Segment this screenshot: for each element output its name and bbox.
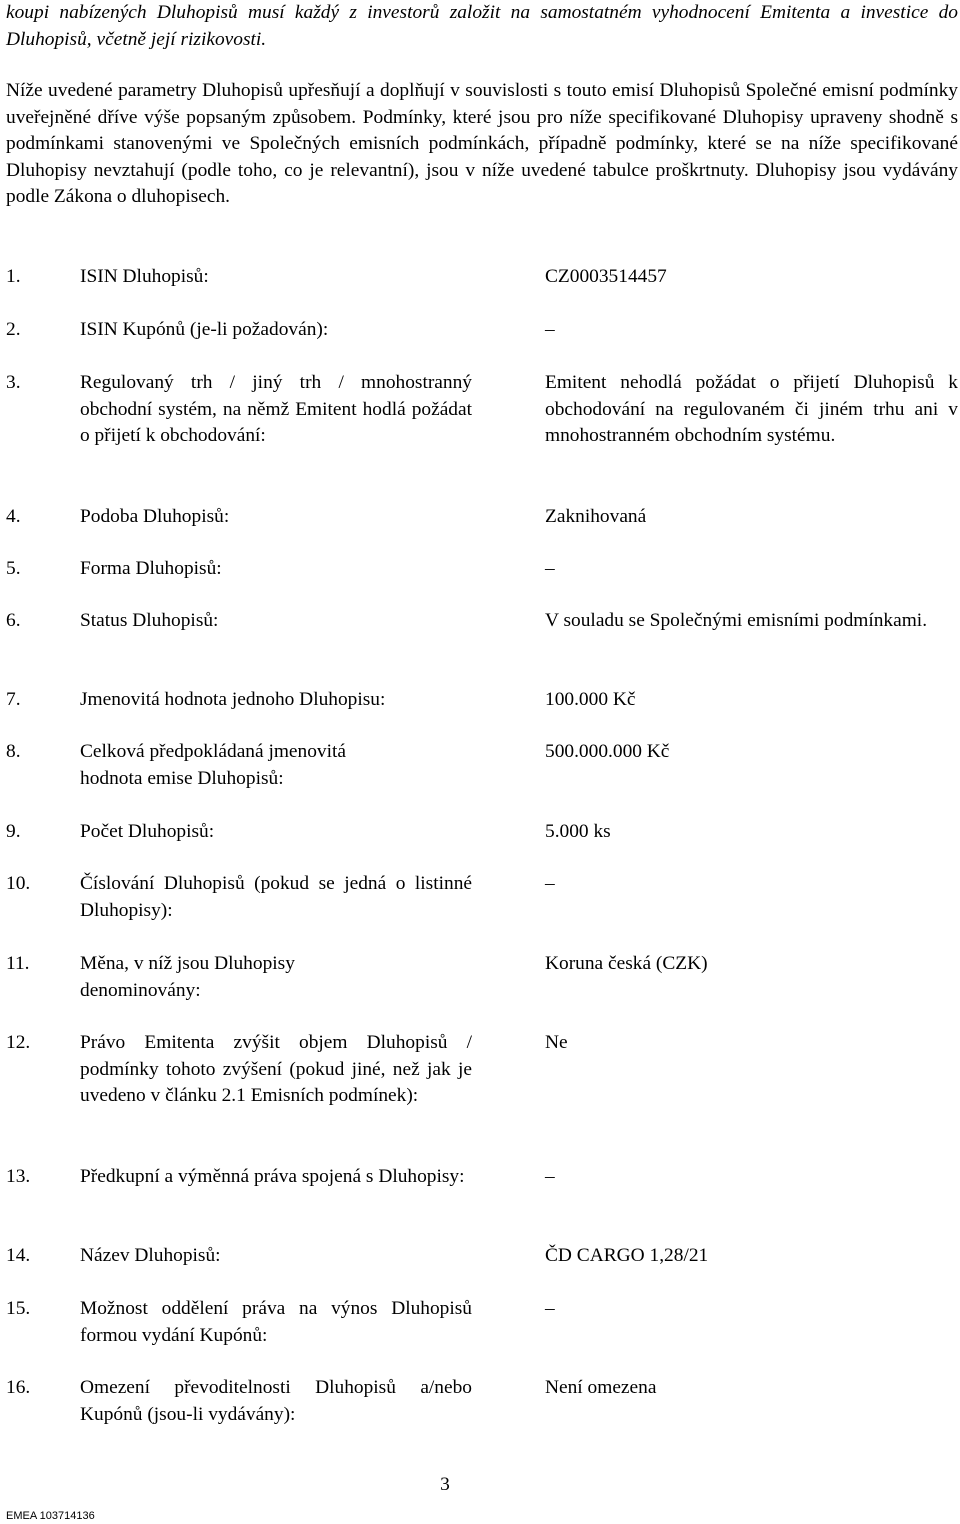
param-value: –	[545, 873, 555, 894]
param-label: Měna, v níž jsou Dluhopisy denominovány:	[80, 953, 295, 1001]
param-row	[6, 1030, 958, 1106]
param-value: 100.000 Kč	[545, 689, 636, 710]
intro-paragraph-1: koupi nabízených Dluhopisů musí každý z investorů založit na samostatném vyhodnocení Emitenta a investice do Dluhopisů, včetně její rizikovosti.	[6, 2, 958, 50]
param-value: –	[545, 319, 555, 340]
param-row	[6, 264, 958, 294]
param-label: Právo Emitenta zvýšit objem Dluhopisů / podmínky tohoto zvýšení (pokud jiné, než jak je uvedeno v článku 2.1 Emisních podmínek):	[80, 1032, 472, 1106]
param-label: Status Dluhopisů:	[80, 610, 219, 631]
param-row	[6, 370, 958, 446]
param-row	[6, 1164, 958, 1194]
param-label: Forma Dluhopisů:	[80, 558, 222, 579]
param-number: 16.	[6, 1377, 31, 1398]
param-value: 500.000.000 Kč	[545, 741, 670, 762]
param-label: Číslování Dluhopisů (pokud se jedná o listinné Dluhopisy):	[80, 873, 472, 921]
param-number: 9.	[6, 821, 21, 842]
param-label: Celková předpokládaná jmenovitá hodnota emise Dluhopisů:	[80, 741, 346, 789]
document-code: EMEA 103714136	[6, 1510, 95, 1522]
param-row	[6, 871, 958, 921]
param-value: Ne	[545, 1032, 568, 1053]
param-number: 10.	[6, 873, 31, 894]
param-number: 3.	[6, 372, 21, 393]
param-label: Možnost oddělení práva na výnos Dluhopisů formou vydání Kupónů:	[80, 1298, 472, 1346]
param-row	[6, 951, 958, 1001]
param-value: Emitent nehodlá požádat o přijetí Dluhopisů k obchodování na regulovaném či jiném trhu ani v mnohostranném obchodním systému.	[545, 372, 958, 446]
param-number: 6.	[6, 610, 21, 631]
param-row	[6, 687, 958, 717]
page-number: 3	[440, 1474, 450, 1495]
param-row	[6, 1375, 958, 1425]
intro-paragraph-2: Níže uvedené parametry Dluhopisů upřesňují a doplňují v souvislosti s touto emisí Dluhopisů Společné emisní podmínky uveřejněné dříve výše popsaným způsobem. Podmínky, které jsou pro níže specifikované Dluhopisy upraveny shodně s podmínkami stanovenými ve Společných emisních podmínkách, případně podmínky, které se na níže specifikované Dluhopisy nevztahují (podle toho, co je relevantní), jsou v níže uvedené tabulce proškrtnuty. Dluhopisy jsou vydávány podle Zákona o dluhopisech.	[6, 80, 958, 207]
param-number: 13.	[6, 1166, 31, 1187]
param-row	[6, 556, 958, 586]
param-label: Podoba Dluhopisů:	[80, 506, 230, 527]
param-label: Omezení převoditelnosti Dluhopisů a/nebo Kupónů (jsou-li vydávány):	[80, 1377, 472, 1425]
param-number: 4.	[6, 506, 21, 527]
param-value: ČD CARGO 1,28/21	[545, 1245, 709, 1266]
param-value: Koruna česká (CZK)	[545, 953, 708, 974]
param-value: –	[545, 558, 555, 579]
param-number: 15.	[6, 1298, 31, 1319]
param-label: Název Dluhopisů:	[80, 1245, 221, 1266]
param-row	[6, 317, 958, 347]
param-row	[6, 504, 958, 534]
param-label: Jmenovitá hodnota jednoho Dluhopisu:	[80, 689, 386, 710]
param-value: Zaknihovaná	[545, 506, 647, 527]
param-row	[6, 739, 958, 789]
param-value: Není omezena	[545, 1377, 657, 1398]
param-value: CZ0003514457	[545, 266, 667, 287]
param-number: 7.	[6, 689, 21, 710]
param-value: V souladu se Společnými emisními podmínkami.	[545, 610, 928, 631]
param-number: 5.	[6, 558, 21, 579]
param-label: Předkupní a výměnná práva spojená s Dluhopisy:	[80, 1166, 465, 1187]
param-label: ISIN Kupónů (je-li požadován):	[80, 319, 329, 340]
param-value: –	[545, 1298, 555, 1319]
param-label: Regulovaný trh / jiný trh / mnohostranný obchodní systém, na němž Emitent hodlá požádat o přijetí k obchodování:	[80, 372, 472, 446]
param-row	[6, 1296, 958, 1346]
param-number: 12.	[6, 1032, 31, 1053]
param-value: 5.000 ks	[545, 821, 611, 842]
param-number: 8.	[6, 741, 21, 762]
param-number: 1.	[6, 266, 21, 287]
param-label: Počet Dluhopisů:	[80, 821, 215, 842]
param-row	[6, 1243, 958, 1273]
param-row	[6, 608, 958, 638]
param-value: –	[545, 1166, 555, 1187]
param-number: 14.	[6, 1245, 31, 1266]
param-number: 2.	[6, 319, 21, 340]
param-row	[6, 819, 958, 849]
param-label: ISIN Dluhopisů:	[80, 266, 209, 287]
param-number: 11.	[6, 953, 30, 974]
